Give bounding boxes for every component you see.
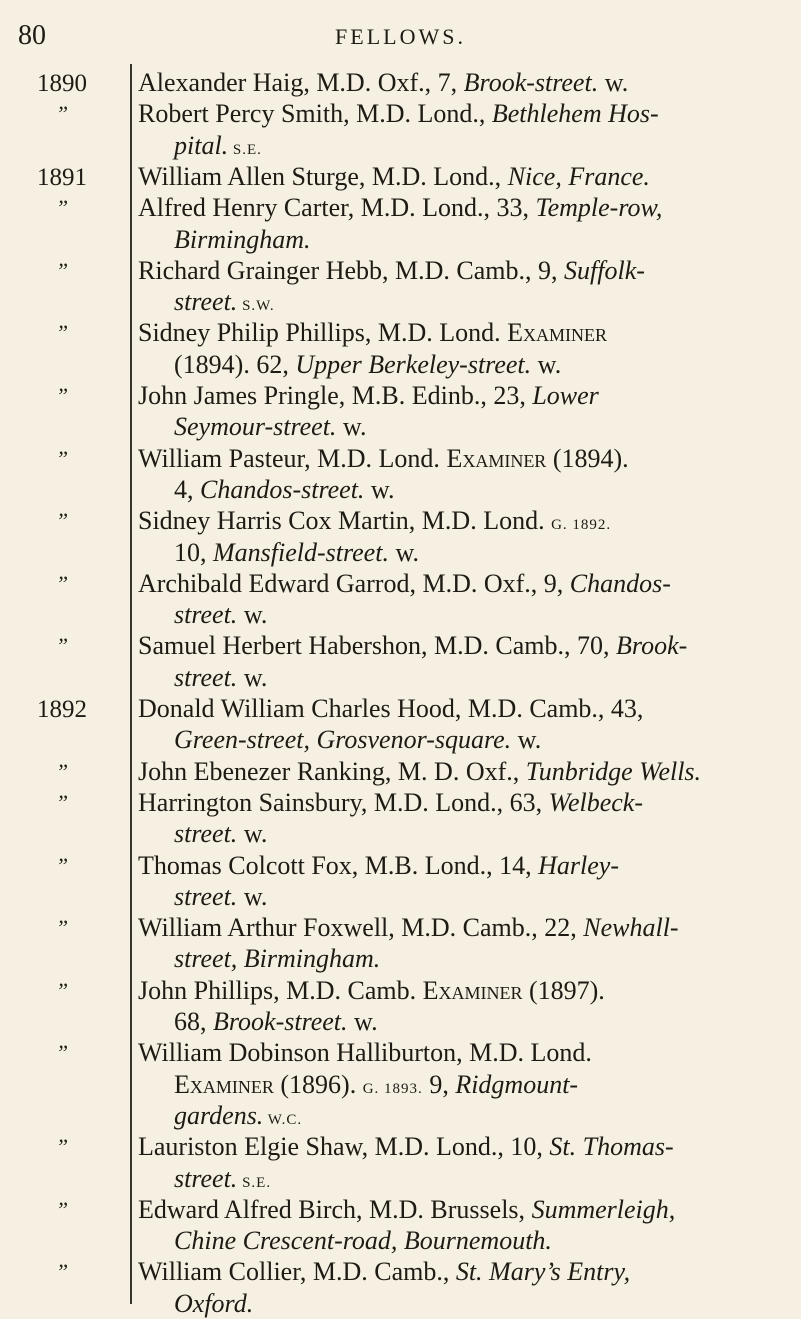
fellow-entry: [138, 162, 650, 192]
address: gardens.: [174, 1100, 264, 1130]
fellow-name: William Collier, M.D. Camb.,: [138, 1257, 456, 1287]
fellow-name: Donald William Charles Hood, M.D. Camb., 43,: [138, 694, 644, 723]
address: street.: [174, 287, 238, 317]
fellow-name: Harrington Sainsbury, M.D. Lond., 63,: [138, 787, 549, 817]
address: Nice, France.: [507, 161, 650, 191]
fellow-entry: [138, 444, 629, 474]
address: Oxford.: [174, 1288, 254, 1318]
election-year: ”: [55, 195, 69, 221]
entry-text: (1894).: [546, 443, 629, 473]
district-code: w.: [388, 537, 420, 567]
entry-continuation: [174, 475, 395, 505]
entry-continuation: [174, 1007, 378, 1037]
fellow-name: Alexander Haig, M.D. Oxf., 7,: [138, 68, 464, 97]
election-year: ”: [55, 508, 69, 534]
entry-continuation: [174, 600, 267, 630]
election-year: ”: [55, 320, 69, 346]
election-year: ”: [55, 852, 69, 878]
fellow-entry: [138, 381, 599, 411]
fellow-name: Edward Alfred Birch, M.D. Brussels,: [138, 1194, 532, 1224]
address: Newhall-: [583, 913, 679, 943]
address: street.: [174, 881, 238, 911]
fellow-entry: [138, 99, 659, 129]
fellow-name: William Dobinson Halliburton, M.D. Lond.: [138, 1038, 592, 1068]
address: Seymour-street.: [174, 412, 337, 442]
fellow-entry: [138, 851, 619, 881]
running-head: FELLOWS.: [335, 24, 466, 49]
examiner-note: Examiner: [507, 318, 607, 348]
fellow-name: Alfred Henry Carter, M.D. Lond., 33,: [138, 193, 536, 223]
address: Green-street, Grosvenor-square.: [174, 725, 512, 755]
entry-continuation: [174, 287, 275, 317]
election-year: ”: [55, 570, 69, 596]
entry-text: (1897).: [522, 975, 605, 1005]
entry-continuation: [174, 538, 419, 568]
fellow-name: John James Pringle, M.B. Edinb., 23,: [138, 381, 533, 410]
fellow-entry: [138, 913, 679, 943]
fellow-name: Richard Grainger Hebb, M.D. Camb., 9,: [138, 255, 565, 285]
fellow-name: Sidney Philip Phillips, M.D. Lond.: [138, 318, 508, 348]
district-code: S.E.: [237, 1174, 272, 1191]
district-code: w.: [511, 725, 542, 755]
fellow-name: (1894). 62,: [174, 349, 296, 379]
district-code: w.: [237, 600, 268, 630]
address: Chine Crescent-road, Bournemouth.: [174, 1226, 552, 1256]
fellow-entry: [138, 1195, 675, 1225]
fellow-entry: [138, 1257, 630, 1287]
election-year: 1890: [37, 70, 87, 97]
district-code: S.W.: [237, 298, 275, 315]
fellow-name: Lauriston Elgie Shaw, M.D. Lond., 10,: [138, 1132, 550, 1162]
district-code: S.E.: [228, 141, 262, 158]
address: Summerleigh,: [531, 1194, 676, 1224]
page-header: [0, 20, 801, 56]
fellow-entry: [138, 318, 607, 348]
address: Brook-street.: [213, 1007, 348, 1036]
fellow-name: 68,: [174, 1007, 213, 1036]
address: Lower: [532, 381, 599, 410]
election-year: 1891: [37, 163, 87, 191]
column-rule: [130, 64, 132, 1304]
address: Tunbridge Wells.: [525, 756, 702, 786]
election-year: ”: [55, 101, 69, 127]
fellow-entry: [138, 256, 645, 286]
entry-continuation: [174, 725, 541, 755]
address: Birmingham.: [174, 224, 311, 254]
district-code: w.: [237, 819, 268, 849]
district-code: w.: [336, 412, 367, 442]
page-number: 80: [18, 20, 46, 51]
fellow-entry: [138, 976, 605, 1006]
address: St. Mary’s Entry,: [455, 1257, 631, 1287]
address: street.: [174, 600, 238, 630]
election-year: ”: [55, 445, 69, 471]
address: Suffolk-: [564, 255, 645, 285]
election-year: ”: [55, 789, 69, 815]
address: Temple-row,: [535, 193, 663, 223]
address: Brook-: [616, 631, 688, 661]
district-code: w.: [364, 474, 395, 504]
address: Ridgmount-: [455, 1069, 579, 1099]
entry-continuation: [174, 663, 267, 693]
election-year: ”: [55, 977, 69, 1003]
fellow-name: William Pasteur, M.D. Lond.: [138, 443, 447, 473]
fellow-entry: [138, 193, 662, 223]
fellow-name: William Allen Sturge, M.D. Lond.,: [138, 161, 508, 191]
entry-continuation: [174, 944, 380, 974]
entry-continuation: [174, 1101, 302, 1131]
entry-text: 9,: [422, 1069, 456, 1099]
examiner-note: Examiner: [446, 443, 547, 473]
fellow-name: John Ebenezer Ranking, M. D. Oxf.,: [138, 756, 526, 786]
district-code: G. 1892.: [551, 517, 612, 534]
election-year: ”: [55, 1196, 69, 1222]
address: Bethlehem Hos-: [491, 99, 659, 129]
entry-continuation: [174, 225, 311, 255]
entry-continuation: [174, 350, 561, 380]
entry-text: (1896).: [273, 1069, 363, 1099]
entry-continuation: [174, 819, 267, 849]
address: St. Thomas-: [549, 1132, 674, 1162]
address: Mansfield-street.: [213, 537, 389, 567]
fellow-name: 4,: [174, 474, 200, 504]
address: Chandos-street.: [200, 474, 365, 504]
entry-continuation: [174, 882, 267, 912]
examiner-note: Examiner: [174, 1069, 274, 1099]
election-year: 1892: [37, 696, 87, 723]
election-year: ”: [55, 633, 69, 659]
fellow-name: John Phillips, M.D. Camb.: [138, 975, 423, 1005]
election-year: ”: [55, 1134, 69, 1160]
fellow-name: Samuel Herbert Habershon, M.D. Camb., 70,: [138, 631, 617, 661]
election-year: ”: [55, 1040, 69, 1066]
fellow-entry: [138, 757, 701, 787]
entry-continuation: [174, 412, 367, 442]
fellow-name: Robert Percy Smith, M.D. Lond.,: [138, 99, 492, 129]
fellow-name: Thomas Colcott Fox, M.B. Lond., 14,: [138, 850, 539, 880]
fellow-name: William Arthur Foxwell, M.D. Camb., 22,: [138, 913, 584, 943]
address: Chandos-: [569, 568, 671, 598]
address: Brook-street.: [463, 68, 599, 97]
office-note: G. 1893.: [362, 1080, 423, 1097]
address: street.: [174, 662, 238, 692]
fellow-entry: [138, 68, 628, 98]
district-code: w.: [237, 662, 268, 692]
address: pital.: [174, 130, 229, 160]
examiner-note: Examiner: [422, 975, 523, 1005]
district-code: w.: [598, 68, 629, 97]
entry-continuation: [174, 131, 262, 161]
address: Upper Berkeley-street.: [295, 349, 532, 379]
fellow-entry: [138, 631, 687, 661]
fellow-entry: [138, 1038, 592, 1068]
address: Welbeck-: [548, 787, 643, 817]
fellow-entry: [138, 569, 671, 599]
election-year: ”: [55, 1259, 69, 1285]
fellow-entry: [138, 506, 611, 536]
election-year: ”: [55, 257, 69, 283]
entry-continuation: [174, 1164, 271, 1194]
address: Harley-: [538, 850, 619, 880]
address: street.: [174, 1163, 238, 1193]
fellow-name: Sidney Harris Cox Martin, M.D. Lond.: [138, 506, 552, 536]
district-code: W.C.: [263, 1111, 303, 1128]
election-year: ”: [55, 758, 69, 784]
fellow-entry: [138, 1132, 674, 1162]
election-year: ”: [55, 915, 69, 941]
election-year: ”: [55, 383, 69, 408]
fellow-entry: [138, 694, 643, 724]
district-code: w.: [531, 349, 562, 379]
entry-continuation: [174, 1289, 253, 1319]
fellow-name: Archibald Edward Garrod, M.D. Oxf., 9,: [138, 568, 570, 598]
entry-continuation: [174, 1070, 578, 1100]
district-code: w.: [347, 1007, 378, 1036]
fellow-name: 10,: [174, 537, 213, 567]
entry-continuation: [174, 1226, 552, 1256]
address: street.: [174, 819, 238, 849]
address: street, Birmingham.: [174, 944, 381, 974]
fellow-entry: [138, 788, 643, 818]
district-code: w.: [237, 881, 268, 911]
